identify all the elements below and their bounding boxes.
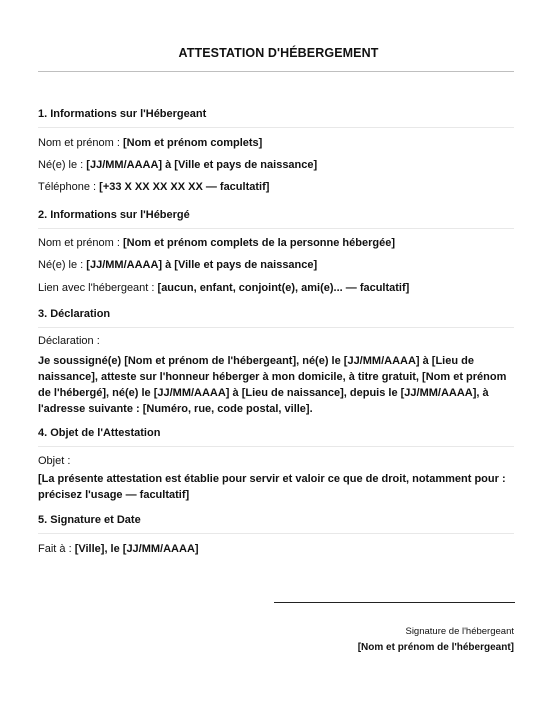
host-phone-line <box>38 181 269 193</box>
title-divider <box>38 71 514 72</box>
host-birth-value: [JJ/MM/AAAA] à [Ville et pays de naissance] <box>86 159 318 171</box>
guest-link-value: [aucun, enfant, conjoint(e), ami(e)... — facultatif] <box>157 282 410 294</box>
host-phone-value: [+33 X XX XX XX XX — facultatif] <box>99 181 270 193</box>
host-phone-label: Téléphone : <box>38 181 100 193</box>
guest-link-label: Lien avec l'hébergeant : <box>38 282 158 294</box>
document-title: ATTESTATION D'HÉBERGEMENT <box>178 46 379 60</box>
guest-birth-value: [JJ/MM/AAAA] à [Ville et pays de naissance] <box>86 259 318 271</box>
section-1-divider <box>38 127 514 128</box>
section-2-divider <box>38 228 514 229</box>
section-1-heading: 1. Informations sur l'Hébergeant <box>38 108 207 120</box>
section-3-heading: 3. Déclaration <box>38 308 111 320</box>
section-3-divider <box>38 327 514 328</box>
guest-birth-label: Né(e) le : <box>38 259 87 271</box>
guest-name-value: [Nom et prénom complets de la personne hébergée] <box>122 237 395 249</box>
declaration-text: Je soussigné(e) [Nom et prénom de l'hébergeant], né(e) le [JJ/MM/AAAA] à [Lieu de naissance], atteste sur l'honneur héberger à mon domicile, à titre gratuit, [Nom et prénom de l'hébergé], né(e) le [JJ/MM/AAAA] à [Lieu de naissance], depuis le [JJ/MM/AAAA], à l'adresse suivante : [Numéro, rue, code postal, ville]. <box>38 355 507 415</box>
guest-name-label: Nom et prénom : <box>38 237 123 249</box>
host-name-value: [Nom et prénom complets] <box>122 137 263 149</box>
place-date-label: Fait à : <box>38 543 75 555</box>
host-name-label: Nom et prénom : <box>38 137 123 149</box>
host-birth-line <box>38 159 317 171</box>
signature-line <box>274 602 515 603</box>
place-date-value: [Ville], le [JJ/MM/AAAA] <box>74 543 199 555</box>
guest-birth-line <box>38 259 317 271</box>
host-name-line <box>38 137 262 149</box>
declaration-label: Déclaration : <box>38 335 100 347</box>
signature-caption: Signature de l'hébergeant <box>405 626 514 637</box>
section-4-heading: 4. Objet de l'Attestation <box>38 427 161 439</box>
guest-link-line <box>38 282 409 294</box>
signature-name: [Nom et prénom de l'hébergeant] <box>357 642 514 653</box>
purpose-text: [La présente attestation est établie pour servir et valoir ce que de droit, notamment pour : précisez l'usage — facultatif] <box>38 473 506 501</box>
section-5-heading: 5. Signature et Date <box>38 514 141 526</box>
host-birth-label: Né(e) le : <box>38 159 87 171</box>
section-4-divider <box>38 446 514 447</box>
section-2-heading: 2. Informations sur l'Hébergé <box>38 209 190 221</box>
place-date-line <box>38 543 199 555</box>
guest-name-line <box>38 237 395 249</box>
purpose-label: Objet : <box>38 455 71 467</box>
section-5-divider <box>38 533 514 534</box>
